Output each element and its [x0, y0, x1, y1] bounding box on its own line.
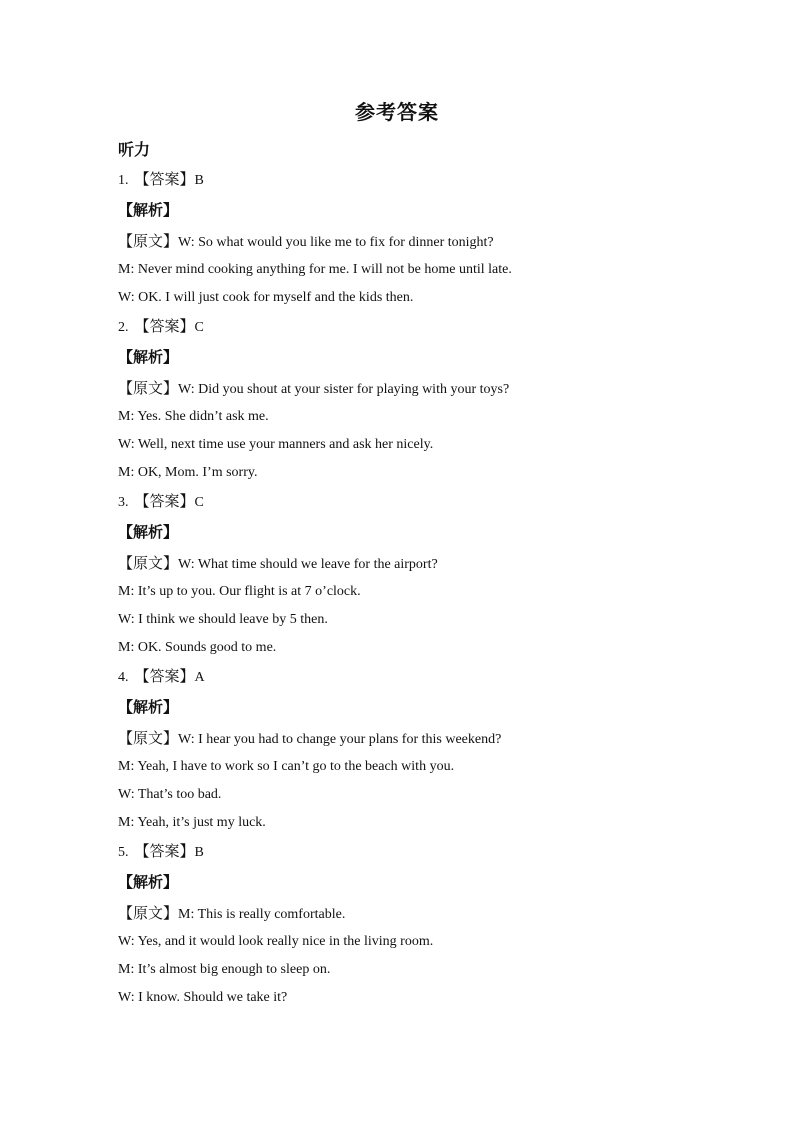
- analysis-line: [118, 691, 718, 723]
- answer-line: [118, 837, 718, 866]
- answer-value: B: [194, 173, 204, 188]
- transcript-first-line: [118, 373, 718, 403]
- original-tag: 【原文】: [118, 232, 179, 250]
- answer-value: A: [194, 670, 205, 685]
- original-tag: 【原文】: [118, 379, 179, 397]
- transcript-line: M: OK. Sounds good to me.: [118, 640, 277, 655]
- analysis-tag: 【解析】: [118, 201, 179, 219]
- transcript-line: M: Never mind cooking anything for me. I will not be home until late.: [118, 262, 512, 277]
- transcript-line: M: Yeah, I have to work so I can’t go to the beach with you.: [118, 759, 455, 774]
- transcript-first-line: [118, 898, 718, 928]
- transcript-line: M: Yeah, it’s just my luck.: [118, 815, 266, 830]
- question-number: 5.: [118, 845, 129, 860]
- answer-item: [118, 165, 718, 312]
- answer-list: [118, 165, 718, 1012]
- answer-item: [118, 837, 718, 1012]
- transcript-line: M: Yes. She didn’t ask me.: [118, 409, 269, 424]
- answer-value: B: [194, 845, 204, 860]
- transcript-line: W: I know. Should we take it?: [118, 990, 288, 1005]
- answer-line: [118, 487, 718, 516]
- answer-tag: 【答案】: [134, 667, 195, 685]
- transcript-first-line: [118, 548, 718, 578]
- analysis-line: [118, 194, 718, 226]
- transcript-text: W: So what would you like me to fix for dinner tonight?: [178, 235, 494, 250]
- analysis-line: [118, 341, 718, 373]
- transcript-line: W: Yes, and it would look really nice in the living room.: [118, 934, 434, 949]
- transcript-text: W: Did you shout at your sister for playing with your toys?: [178, 382, 510, 397]
- transcript-line: W: That’s too bad.: [118, 787, 222, 802]
- transcript-line: W: OK. I will just cook for myself and the kids then.: [118, 290, 414, 305]
- question-number: 1.: [118, 173, 129, 188]
- original-tag: 【原文】: [118, 904, 179, 922]
- transcript-line: M: It’s almost big enough to sleep on.: [118, 962, 331, 977]
- analysis-line: [118, 516, 718, 548]
- transcript-text: M: This is really comfortable.: [178, 907, 346, 922]
- analysis-tag: 【解析】: [118, 698, 179, 716]
- transcript-line: W: Well, next time use your manners and ask her nicely.: [118, 437, 434, 452]
- answer-item: [118, 662, 718, 837]
- answer-item: [118, 312, 718, 487]
- question-number: 3.: [118, 495, 129, 510]
- transcript-first-line: [118, 226, 718, 256]
- answer-line: [118, 662, 718, 691]
- question-number: 2.: [118, 320, 129, 335]
- original-tag: 【原文】: [118, 729, 179, 747]
- analysis-tag: 【解析】: [118, 523, 179, 541]
- transcript-text: W: What time should we leave for the airport?: [178, 557, 438, 572]
- answer-line: [118, 165, 718, 194]
- answer-value: C: [194, 320, 204, 335]
- original-tag: 【原文】: [118, 554, 179, 572]
- transcript-line: W: I think we should leave by 5 then.: [118, 612, 328, 627]
- answer-value: C: [194, 495, 204, 510]
- analysis-tag: 【解析】: [118, 348, 179, 366]
- answer-item: [118, 487, 718, 662]
- transcript-line: M: OK, Mom. I’m sorry.: [118, 465, 258, 480]
- transcript-line: M: It’s up to you. Our flight is at 7 o’clock.: [118, 584, 361, 599]
- answer-tag: 【答案】: [134, 492, 195, 510]
- page-title: 参考答案: [355, 100, 439, 124]
- answer-tag: 【答案】: [134, 170, 195, 188]
- answer-line: [118, 312, 718, 341]
- analysis-line: [118, 866, 718, 898]
- answer-tag: 【答案】: [134, 842, 195, 860]
- section-heading: 听力: [118, 140, 151, 159]
- question-number: 4.: [118, 670, 129, 685]
- answer-tag: 【答案】: [134, 317, 195, 335]
- transcript-text: W: I hear you had to change your plans for this weekend?: [178, 732, 502, 747]
- analysis-tag: 【解析】: [118, 873, 179, 891]
- transcript-first-line: [118, 723, 718, 753]
